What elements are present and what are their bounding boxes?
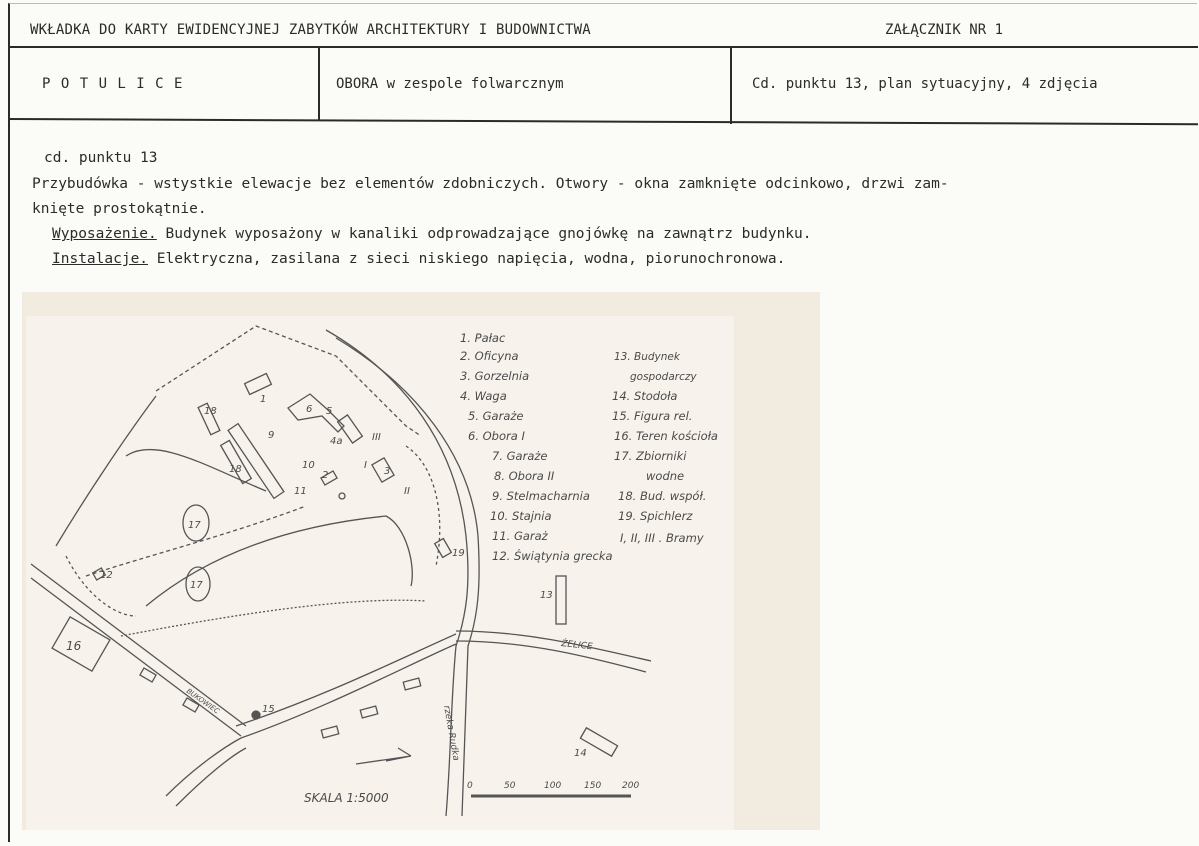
gate-III: III [372, 432, 381, 443]
scale-tick-150: 150 [584, 781, 602, 791]
park-path-6 [146, 516, 412, 606]
gate-I: I [364, 460, 367, 471]
road-south [166, 738, 241, 796]
label-zelice: ŻELICE [560, 639, 594, 653]
legend-item: 1. Pałac [460, 331, 506, 345]
scale-tick-100: 100 [544, 781, 562, 791]
scale-tick-0: 0 [467, 781, 473, 791]
river-line [326, 330, 468, 816]
body-line-2: Przybudówka - wstystkie elewacje bez elementów zdobniczych. Otwory - okna zamknięte odcinkowo, drzwi zam- [32, 176, 949, 192]
legend-item: 19. Spichlerz [618, 509, 693, 523]
label-12: 12 [100, 570, 113, 581]
legend-item: 7. Garaże [492, 449, 548, 463]
label-11: 11 [294, 486, 307, 497]
label-16: 16 [66, 639, 82, 653]
label-13: 13 [540, 590, 553, 601]
scale-tick-200: 200 [622, 781, 640, 791]
building-18b [221, 440, 252, 483]
label-19: 19 [452, 548, 465, 559]
body-installation [52, 251, 785, 267]
label-2: 2 [322, 470, 329, 481]
road-zelice-2 [456, 641, 646, 672]
building-1 [245, 373, 272, 394]
annex-label: ZAŁĄCZNIK NR 1 [885, 22, 1004, 38]
legend-item: 4. Waga [460, 389, 507, 403]
legend-item: 5. Garaże [468, 409, 524, 423]
equipment-label: Wyposażenie. [52, 226, 157, 242]
gate-II: II [404, 486, 410, 497]
label-5: 5 [326, 406, 333, 417]
road-bukowiec-2 [31, 578, 241, 736]
north-arrow [356, 748, 411, 764]
label-17b: 17 [190, 580, 203, 591]
object-note: Cd. punktu 13, plan sytuacyjny, 4 zdjęcia [752, 76, 1098, 92]
legend-item: 15. Figura rel. [612, 409, 693, 423]
divider-top [8, 46, 1198, 48]
label-17a: 17 [188, 520, 201, 531]
building-6 [288, 394, 344, 432]
place-name: P O T U L I C E [42, 76, 184, 92]
scale-text: SKALA 1:5000 [304, 791, 389, 805]
card-title: WKŁADKA DO KARTY EWIDENCYJNEJ ZABYTKÓW ARCHITEKTURY I BUDOWNICTWA [30, 22, 591, 38]
site-plan-map [26, 316, 734, 830]
legend-item: 2. Oficyna [460, 349, 519, 363]
label-18a: 18 [204, 406, 217, 417]
label-18b: 18 [229, 464, 242, 475]
park-fence [156, 326, 421, 436]
label-bukowiec: BUKOWIEC [184, 687, 221, 716]
road-inner-2 [241, 644, 456, 738]
site-plan-drawing [26, 316, 734, 830]
label-rzeka: rzeka Rudka [441, 704, 461, 762]
label-14: 14 [574, 748, 587, 759]
figure-15 [252, 711, 260, 719]
label-6: 6 [306, 404, 313, 415]
body-equipment [52, 226, 812, 242]
building-19 [435, 539, 452, 558]
legend-item: 9. Stelmacharnia [492, 489, 590, 503]
legend-item: gospodarczy [630, 371, 697, 383]
divider-col2 [730, 46, 732, 124]
body-line-3: knięte prostokątnie. [32, 201, 207, 217]
park-path [66, 556, 136, 616]
label-9: 9 [268, 430, 275, 441]
label-3: 3 [384, 466, 391, 477]
scale-tick-50: 50 [504, 781, 516, 791]
building-3 [372, 458, 394, 482]
label-10: 10 [302, 460, 315, 471]
legend-item: wodne [646, 469, 685, 483]
legend-item: I, II, III . Bramy [620, 531, 704, 545]
building-13 [556, 576, 566, 624]
legend-item: 18. Bud. współ. [618, 489, 707, 503]
label-4a: 4a [330, 436, 343, 447]
park-path-2 [121, 600, 426, 636]
road-zelice [456, 631, 651, 661]
divider-col1 [318, 46, 320, 120]
park-path-3 [406, 446, 440, 566]
equipment-text: Budynek wyposażony w kanaliki odprowadzające gnojówkę na zawnątrz budynku. [156, 226, 812, 242]
legend-item: 12. Świątynia grecka [492, 549, 613, 563]
legend-item: 6. Obora I [468, 429, 525, 443]
label-15: 15 [262, 704, 275, 715]
installation-text: Elektryczna, zasilana z sieci niskiego napięcia, wodna, piorunochronowa. [148, 251, 786, 267]
label-1: 1 [260, 394, 267, 405]
legend-item: 17. Zbiorniki [614, 449, 687, 463]
legend-item: 8. Obora II [494, 469, 555, 483]
legend-item: 10. Stajnia [490, 509, 552, 523]
park-edge [56, 396, 156, 546]
legend-item: 11. Garaż [492, 529, 548, 543]
road-bukowiec [31, 564, 246, 726]
legend-item: 16. Teren kościoła [614, 429, 718, 443]
legend-item: 13. Budynek [614, 351, 680, 363]
legend-item: 14. Stodoła [612, 389, 678, 403]
object-name: OBORA w zespole folwarcznym [336, 76, 564, 92]
installation-label: Instalacje. [52, 251, 149, 267]
legend-item: 3. Gorzelnia [460, 369, 530, 383]
body-line-1: cd. punktu 13 [44, 150, 158, 166]
